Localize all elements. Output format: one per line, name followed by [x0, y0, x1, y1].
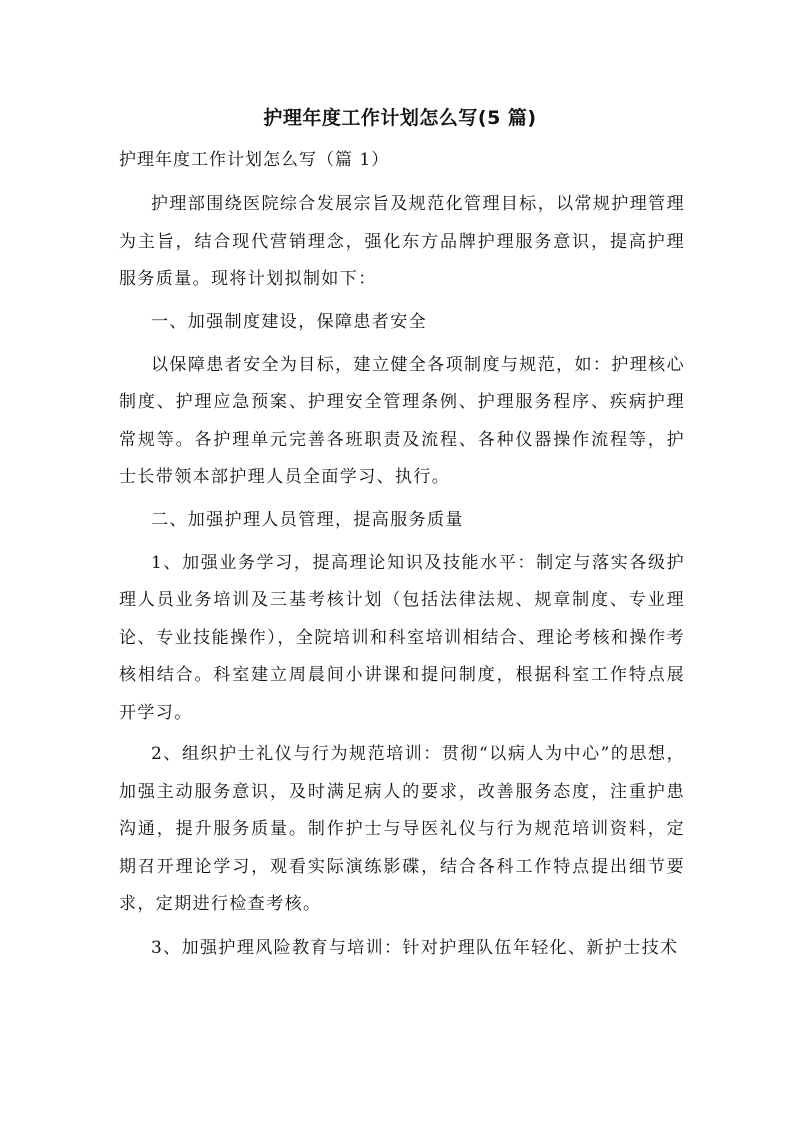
- document-body: [119, 186, 685, 973]
- paragraph-item-3: 3、加强护理风险教育与培训：针对护理队伍年轻化、新护士技术: [151, 937, 679, 958]
- heading-section-1: 一、加强制度建设，保障患者安全: [151, 311, 427, 332]
- document-title: 护理年度工作计划怎么写(5 篇): [263, 107, 537, 129]
- heading-section-2: 二、加强护理人员管理，提高服务质量: [151, 509, 464, 530]
- paragraph-item-2: 2、组织护士礼仪与行为规范培训：贯彻“以病人为中心”的思想，加强主动服务意识，及时满足病人的要求，改善服务态度，注重护患沟通，提升服务质量。制作护士与导医礼仪与行为规范培训资料，定期召开理论学习，观看实际演练影碟，结合各科工作特点提出细节要求，定期进行检查考核。: [119, 744, 685, 914]
- section-subtitle: 护理年度工作计划怎么写（篇 1）: [119, 150, 390, 170]
- paragraph-item-1: 1、加强业务学习，提高理论知识及技能水平：制定与落实各级护理人员业务培训及三基考核计划（包括法律法规、规章制度、专业理论、专业技能操作），全院培训和科室培训相结合、理论考核和操作考核相结合。科室建立周晨间小讲课和提问制度，根据科室工作特点展开学习。: [119, 552, 685, 723]
- paragraph-section-1: 以保障患者安全为目标，建立健全各项制度与规范，如：护理核心制度、护理应急预案、护理安全管理条例、护理服务程序、疾病护理常规等。各护理单元完善各班职责及流程、各种仪器操作流程等，护士长带领本部护理人员全面学习、执行。: [119, 354, 685, 487]
- paragraph-intro: 护理部围绕医院综合发展宗旨及规范化管理目标，以常规护理管理为主旨，结合现代营销理念，强化东方品牌护理服务意识，提高护理服务质量。现将计划拟制如下：: [119, 194, 685, 289]
